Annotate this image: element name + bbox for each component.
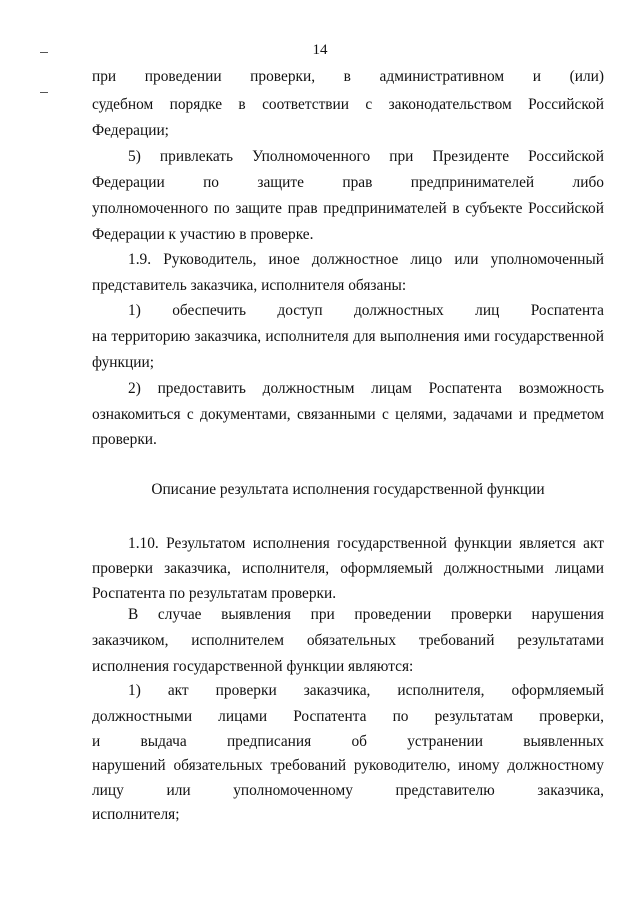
- text-line: лицу или уполномоченному представителю заказчика,: [92, 782, 604, 799]
- text-line: исполнителя;: [92, 806, 180, 823]
- text-line: 1.9. Руководитель, иное должностное лицо или уполномоченный: [128, 251, 604, 268]
- page-number: 14: [312, 42, 328, 58]
- text-line: должностными лицами Роспатента по результатам проверки,: [92, 708, 604, 725]
- text-line: 5) привлекать Уполномоченного при Президенте Российской: [128, 148, 604, 165]
- text-line: 1) акт проверки заказчика, исполнителя, оформляемый: [128, 682, 604, 699]
- text-line: заказчиком, исполнителем обязательных требований результатами: [92, 632, 604, 649]
- text-line: 2) предоставить должностным лицам Роспатента возможность: [128, 380, 604, 397]
- text-line: 1.10. Результатом исполнения государственной функции является акт: [128, 535, 604, 552]
- text-line: Роспатента по результатам проверки.: [92, 585, 337, 602]
- text-line: на территорию заказчика, исполнителя для выполнения ими государственной: [92, 328, 604, 345]
- text-line: и выдача предписания об устранении выявленных: [92, 733, 604, 750]
- margin-mark: [40, 92, 48, 93]
- text-line: уполномоченного по защите прав предпринимателей в субъекте Российской: [92, 200, 604, 217]
- text-line: функции;: [92, 354, 154, 371]
- text-line: исполнения государственной функции являются:: [92, 658, 414, 675]
- text-line: 1) обеспечить доступ должностных лиц Роспатента: [128, 302, 604, 319]
- text-line: ознакомиться с документами, связанными с целями, задачами и предметом: [92, 406, 604, 423]
- text-line: проверки заказчика, исполнителя, оформляемый должностными лицами: [92, 560, 604, 577]
- text-line: нарушений обязательных требований руководителю, иному должностному: [92, 757, 604, 774]
- section-heading: Описание результата исполнения государственной функции: [151, 481, 545, 498]
- text-line: Федерации по защите прав предпринимателей либо: [92, 174, 604, 191]
- text-line: В случае выявления при проведении проверки нарушения: [128, 606, 604, 623]
- text-line: Федерации;: [92, 122, 169, 139]
- text-line: представитель заказчика, исполнителя обязаны:: [92, 277, 407, 294]
- text-line: проверки.: [92, 431, 157, 448]
- text-line: при проведении проверки, в административном и (или): [92, 68, 604, 85]
- text-line: Федерации к участию в проверке.: [92, 226, 314, 243]
- text-line: судебном порядке в соответствии с законодательством Российской: [92, 96, 604, 113]
